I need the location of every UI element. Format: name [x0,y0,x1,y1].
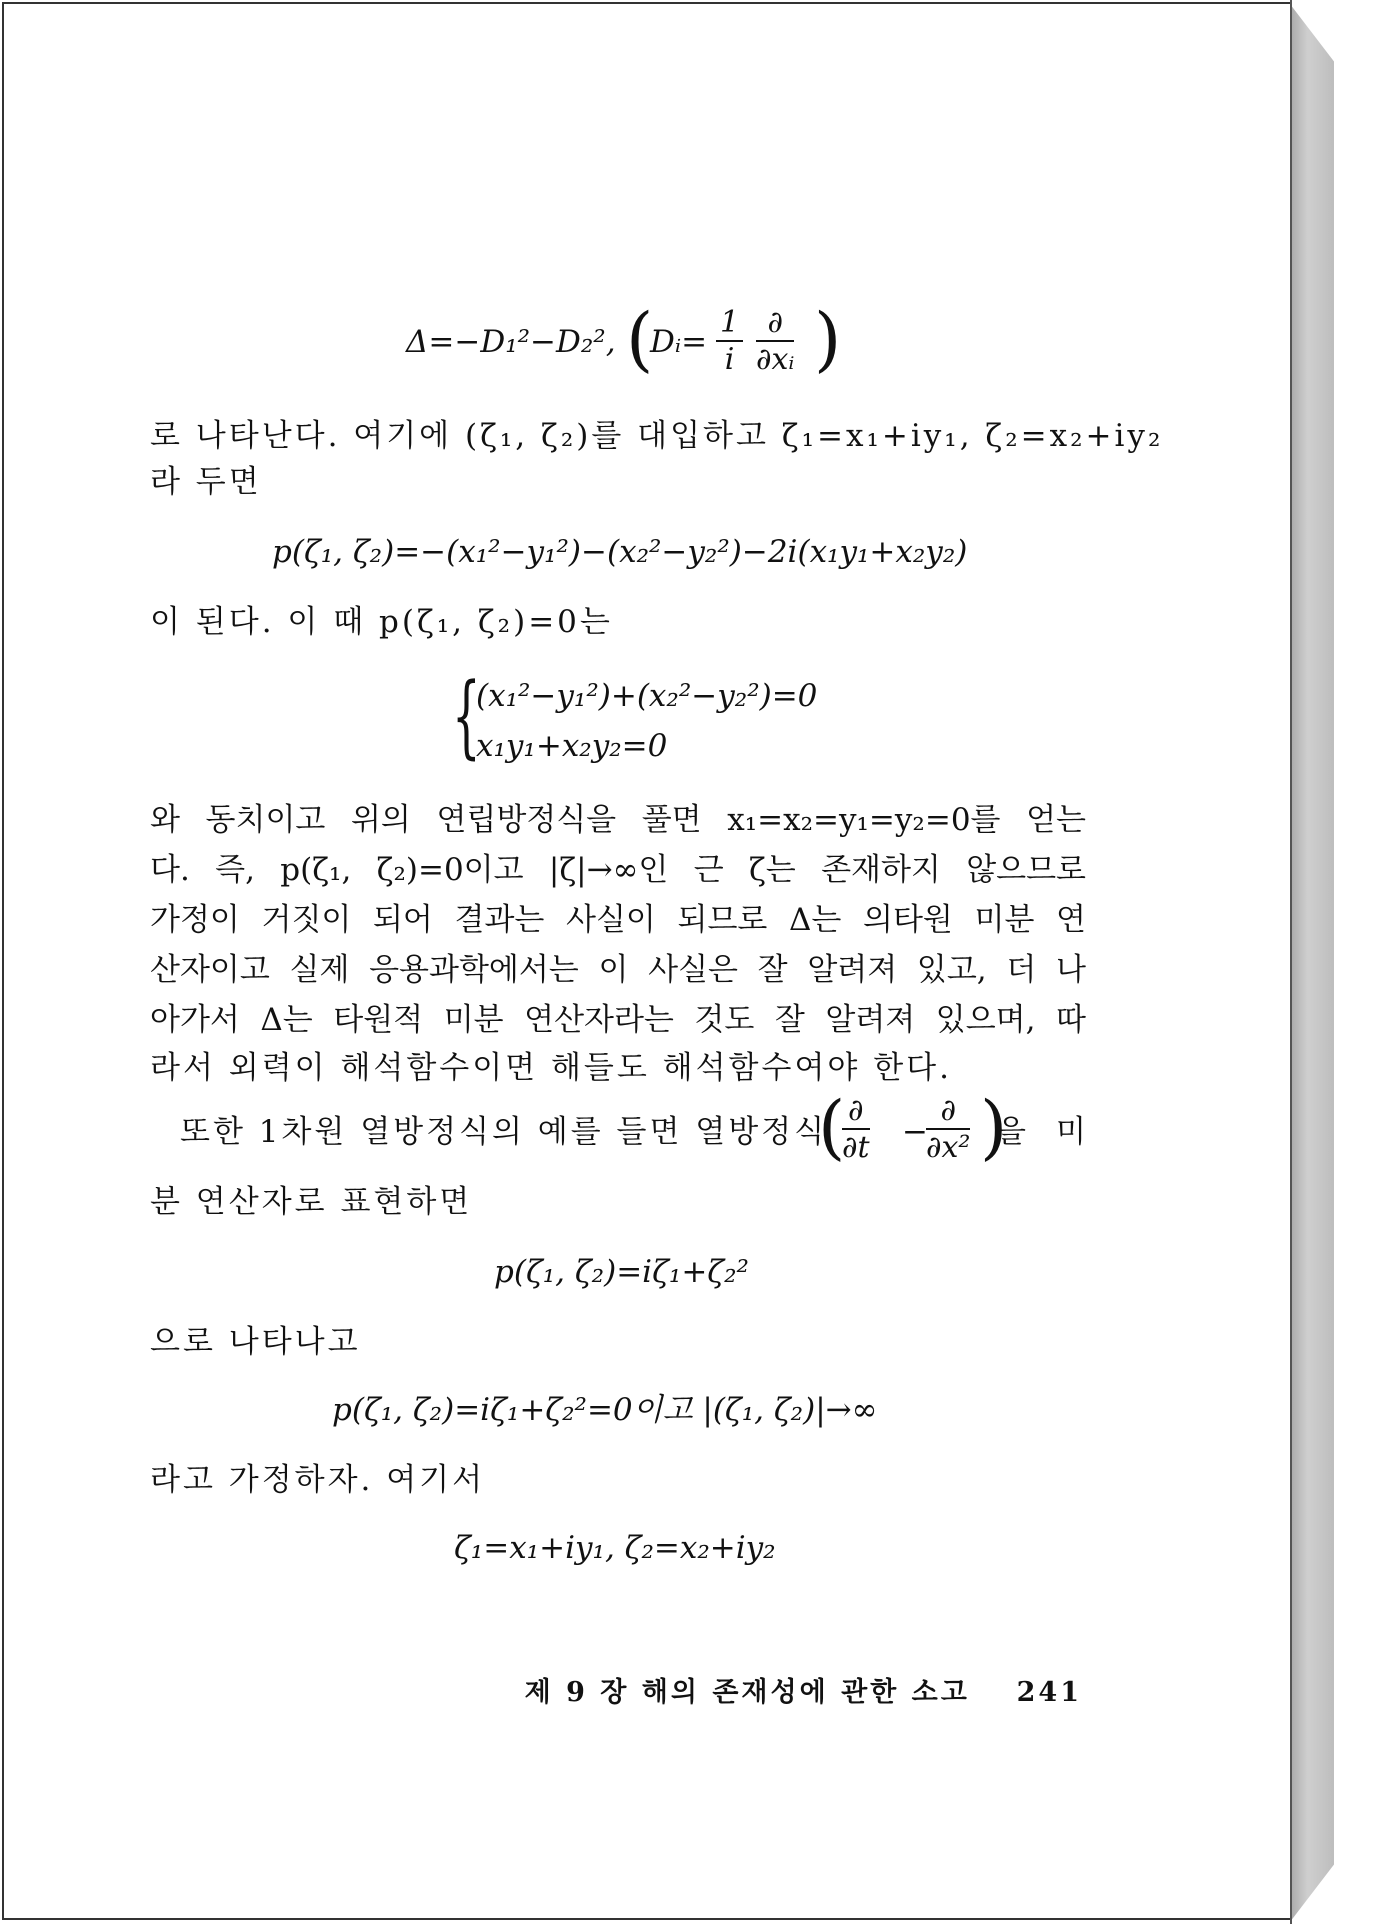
page-footer [525,1670,1082,1709]
book-page [2,2,1292,1920]
paragraph-line: 와 동치이고 위의 연립방정식을 풀면 x₁=x₂=y₁=y₂=0를 얻는 [150,802,1086,838]
equation-system-2: x₁y₁+x₂y₂=0 [476,728,668,764]
minus-sign: − [902,1114,928,1150]
text-line: 을 미 [996,1114,1086,1150]
fraction-partial [756,306,794,378]
fraction-num: ∂ [756,306,794,342]
fraction-num: ∂ [842,1094,870,1130]
fraction-den: ∂x² [926,1130,971,1165]
book-spine [1290,4,1334,1922]
paren-open: ( [626,298,654,380]
equation-di: Dᵢ= [650,324,708,360]
text-line: 로 나타난다. 여기에 (ζ₁, ζ₂)를 대입하고 ζ₁=x₁+iy₁, ζ₂=x₂+iy₂ [150,418,1164,454]
paren-close: ) [814,298,842,380]
fraction-num: ∂ [926,1094,970,1130]
fraction-one-over-i [716,306,743,378]
fraction-dx2 [926,1094,970,1166]
text-line: 또한 1차원 열방정식의 예를 들면 열방정식 [180,1114,828,1150]
paragraph-line: 라서 외력이 해석함수이면 해들도 해석함수여야 한다. [150,1050,952,1086]
text-line: 으로 나타나고 [150,1324,361,1360]
text-line: 이 된다. 이 때 p(ζ₁, ζ₂)=0는 [150,604,613,640]
paren-open: ( [818,1086,846,1168]
paragraph-line: 아가서 Δ는 타원적 미분 연산자라는 것도 잘 알려져 있으며, 따 [150,1002,1086,1038]
equation-laplacian: Δ=−D₁²−D₂², [406,324,616,360]
equation-heat-cond: p(ζ₁, ζ₂)=iζ₁+ζ₂²=0이고 |(ζ₁, ζ₂)|→∞ [332,1392,878,1428]
page-edge [1290,0,1292,1924]
equation-substitution: ζ₁=x₁+iy₁, ζ₂=x₂+iy₂ [454,1530,776,1566]
page-content [4,4,1294,1922]
fraction-num: 1 [716,306,743,342]
fraction-den: ∂xᵢ [756,342,795,377]
text-line: 분 연산자로 표현하면 [150,1184,473,1220]
paren-close: ) [980,1086,1008,1168]
paragraph-line: 다. 즉, p(ζ₁, ζ₂)=0이고 |ζ|→∞인 근 ζ는 존재하지 않으므로 [150,852,1086,888]
equation-poly: p(ζ₁, ζ₂)=−(x₁²−y₁²)−(x₂²−y₂²)−2i(x₁y₁+x₂y₂) [272,534,968,570]
equation-heat-poly: p(ζ₁, ζ₂)=iζ₁+ζ₂² [494,1254,749,1290]
left-brace: { [452,664,481,769]
fraction-den: i [724,342,735,377]
text-line: 라 두면 [150,464,262,500]
chapter-title: 제 9 장 해의 존재성에 관한 소고 [524,1677,970,1708]
paragraph-line: 산자이고 실제 응용과학에서는 이 사실은 잘 알려져 있고, 더 나 [150,952,1086,988]
text-line: 라고 가정하자. 여기서 [150,1462,486,1498]
paragraph-line: 가정이 거짓이 되어 결과는 사실이 되므로 Δ는 의타원 미분 연 [150,902,1086,938]
fraction-den: ∂t [842,1130,870,1165]
equation-system-1: (x₁²−y₁²)+(x₂²−y₂²)=0 [476,678,818,714]
fraction-dt [842,1094,870,1166]
page-number: 241 [1016,1677,1082,1708]
